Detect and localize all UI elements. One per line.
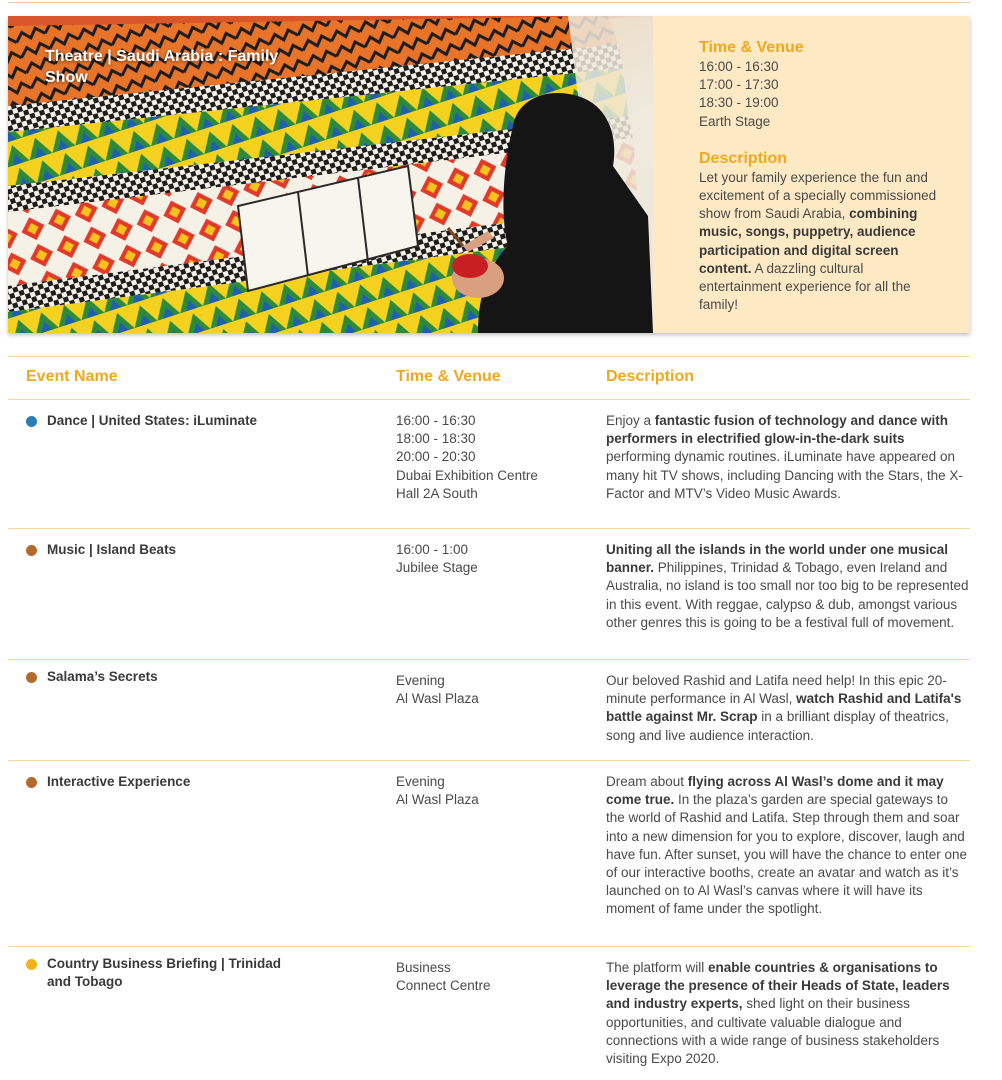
feature-description-heading: Description xyxy=(699,149,788,167)
category-dot-icon xyxy=(26,672,37,683)
time-venue-line: Hall 2A South xyxy=(396,485,478,501)
table-row xyxy=(8,660,970,761)
desc-text: The platform will xyxy=(606,960,709,975)
time-venue-cell xyxy=(396,412,586,503)
desc-text: Enjoy a xyxy=(606,413,655,428)
time-venue-line: Connect Centre xyxy=(396,978,491,994)
description-cell xyxy=(606,541,970,632)
featured-event-title: Theatre | Saudi Arabia : Family Show xyxy=(45,48,279,86)
category-dot-icon xyxy=(26,416,37,427)
time-venue-line: Al Wasl Plaza xyxy=(396,792,479,808)
feature-time-venue-heading: Time & Venue xyxy=(699,39,804,56)
table-header xyxy=(8,356,970,400)
time-venue-line: Dubai Exhibition Centre xyxy=(396,467,538,483)
desc-text-bold: fantastic fusion of technology and dance with performers in electrified glow-in-the-dark suits xyxy=(606,413,949,447)
header-time-venue: Time & Venue xyxy=(396,368,501,385)
description-cell xyxy=(606,959,970,1068)
desc-text: performing dynamic routines. iLuminate have appeared on many hit TV shows, including Dancing with the Stars, the X-Factor and MTV’s Video Music Awards. xyxy=(606,449,963,501)
top-divider xyxy=(8,2,970,3)
desc-text: shed light on their business opportunities, and cultivate valuable dialogue and connections with a wide range of business stakeholders visiting Expo 2020. xyxy=(606,996,940,1067)
event-name: Music | Island Beats xyxy=(47,542,177,557)
event-name: Salama’s Secrets xyxy=(47,669,158,684)
table-row xyxy=(8,761,970,947)
desc-text-bold: flying across Al Wasl’s dome and it may come true. xyxy=(606,774,944,808)
mural-painting-photo xyxy=(8,16,653,333)
description-cell xyxy=(606,672,970,745)
desc-text-bold: Uniting all the islands in the world under one musical banner. xyxy=(606,542,949,576)
header-event-name: Event Name xyxy=(26,368,118,385)
featured-event-details xyxy=(653,16,970,333)
time-venue-cell xyxy=(396,959,586,995)
time-venue-line: Jubilee Stage xyxy=(396,560,478,576)
time-venue-cell xyxy=(396,672,586,708)
featured-event-card xyxy=(8,16,970,333)
desc-text: Dream about xyxy=(606,774,688,789)
feature-description xyxy=(699,169,946,315)
header-description: Description xyxy=(606,368,695,385)
desc-text-bold: combining music, songs, puppetry, audience participation and digital screen content. xyxy=(699,206,918,276)
description-cell xyxy=(606,412,970,503)
table-row xyxy=(8,947,970,1080)
events-table xyxy=(8,356,970,1080)
time-venue-line: 16:00 - 1:00 xyxy=(396,542,469,557)
category-dot-icon xyxy=(26,959,37,970)
desc-text: Philippines, Trinidad & Tobago, even Ireland and Australia, no island is too small nor too big to be represented in this event. With reggae, calypso & dub, amongst various other genres this is going to be a festival full of movement. xyxy=(606,560,969,630)
feature-time: 16:00 - 16:30 xyxy=(699,59,779,74)
time-venue-line: Business xyxy=(396,960,451,975)
feature-time: 18:30 - 19:00 xyxy=(699,95,779,111)
event-name: Dance | United States: iLuminate xyxy=(47,413,258,428)
time-venue-line: 18:00 - 18:30 xyxy=(396,431,476,447)
feature-venue: Earth Stage xyxy=(699,113,771,129)
time-venue-line: Evening xyxy=(396,673,445,688)
table-row xyxy=(8,529,970,660)
event-name: Country Business Briefing | Trinidad and Tobago xyxy=(47,956,282,990)
time-venue-line: 16:00 - 16:30 xyxy=(396,413,476,428)
table-row xyxy=(8,400,970,529)
description-cell xyxy=(606,773,970,919)
desc-text: Our beloved Rashid and Latifa need help! In this epic 20-minute performance in Al Wasl, xyxy=(606,673,947,707)
time-venue-cell xyxy=(396,541,586,577)
desc-text: Let your family experience the fun and excitement of a specially commissioned show from Saudi Arabia, xyxy=(699,169,937,222)
time-venue-line: Al Wasl Plaza xyxy=(396,691,479,707)
desc-text: In the plaza’s garden are special gateways to the world of Rashid and Latifa. Step through them and soar into a new dimension for you to explore, discover, laugh and have fun. After sunset, you will have the chance to enter one of our interactive booths, create an avatar and watch as it’s launched on to Al Wasl’s canvas where it will have its moment of fame under the spotlight. xyxy=(606,792,967,917)
desc-text-bold: watch Rashid and Latifa's battle against Mr. Scrap xyxy=(606,691,962,725)
category-dot-icon xyxy=(26,777,37,788)
time-venue-cell xyxy=(396,773,586,809)
event-name: Interactive Experience xyxy=(47,774,191,789)
category-dot-icon xyxy=(26,545,37,556)
desc-text: A dazzling cultural entertainment experience for all the family! xyxy=(699,260,911,313)
feature-time: 17:00 - 17:30 xyxy=(699,77,779,93)
desc-text: in a brilliant display of theatrics, song and live audience interaction. xyxy=(606,709,949,743)
time-venue-line: 20:00 - 20:30 xyxy=(396,449,476,465)
time-venue-line: Evening xyxy=(396,774,445,789)
desc-text-bold: enable countries & organisations to leverage the presence of their Heads of State, leaders and industry experts, xyxy=(606,960,950,1012)
